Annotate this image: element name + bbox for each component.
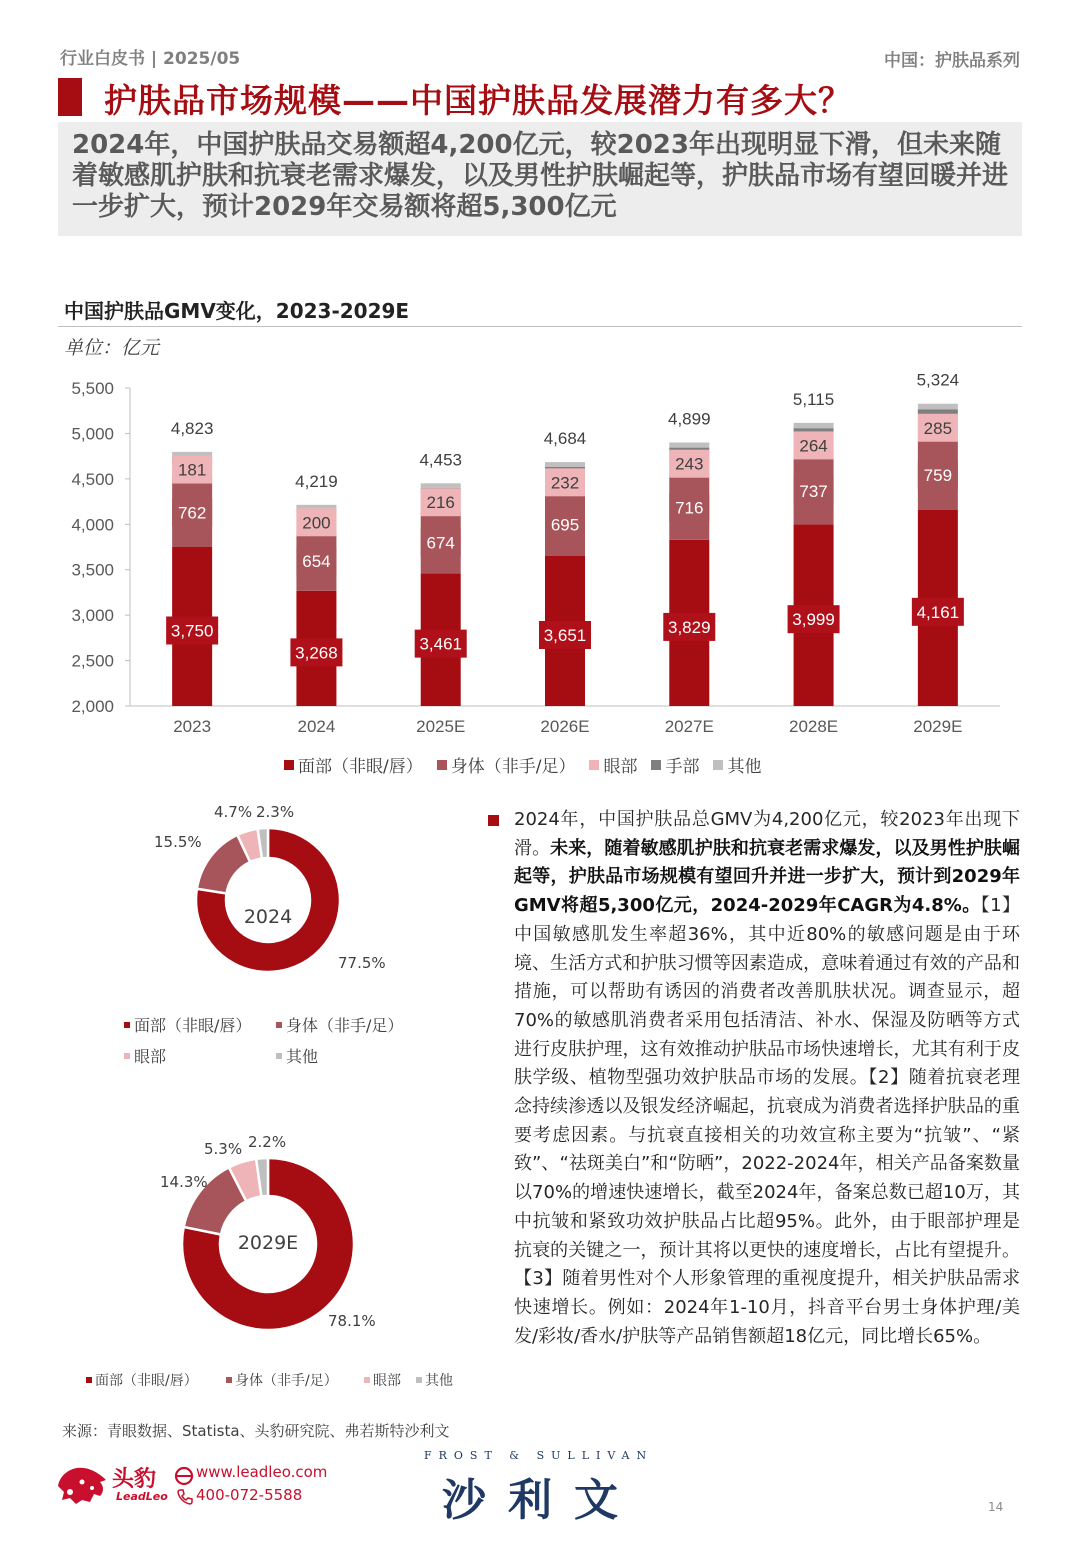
legend-label: 眼部 [603, 757, 638, 777]
bar-chart-legend [284, 752, 761, 777]
unit-label: 单位：亿元 [64, 337, 160, 359]
donut2-legend-body: 身体（非手/足） [226, 1370, 338, 1390]
x-tick-label: 2025E [416, 717, 466, 736]
legend-label: 其他 [727, 757, 762, 777]
x-tick-label: 2029E [913, 717, 963, 736]
legend-swatch [437, 760, 447, 770]
donut-2029e-pct-other: 2.2% [248, 1133, 287, 1151]
legend-item [713, 752, 761, 777]
donut-2029e-center-label: 2029E [237, 1232, 299, 1254]
y-tick-label: 3,500 [71, 560, 114, 580]
y-tick-label: 4,000 [71, 515, 114, 535]
data-label: 243 [675, 454, 704, 474]
data-label: 762 [177, 503, 207, 523]
x-tick-label: 2026E [540, 717, 590, 736]
total-label: 5,324 [916, 370, 960, 390]
data-label: 3,999 [792, 610, 835, 630]
title-accent-bar [58, 78, 82, 116]
legend-item [651, 752, 699, 777]
legend-label: 面部（非眼/唇） [298, 757, 423, 777]
data-label: 264 [799, 436, 828, 456]
total-label: 4,684 [543, 429, 587, 449]
y-tick-label: 5,000 [71, 424, 114, 444]
legend-swatch [284, 760, 294, 770]
data-label: 3,750 [170, 621, 214, 641]
bar-segment [545, 462, 585, 467]
analysis-paragraph: 2024年，中国护肤品总GMV为4,200亿元，较2023年出现下滑。未来，随着敏感肌护肤和抗衰老需求爆发，以及男性护肤崛起等，护肤品市场规模有望回升并进一步扩大，预计到2029年GMV将超5,300亿元，2024-2029年CAGR为4.8%。【1】中国敏感肌发生率超36%，其中近80%的敏感问题是由于环境、生活方式和护肤习惯等因素造成，意味着通过有效的产品和措施，可以帮助有诱因的消费者改善肌肤状况。调查显示，超70%的敏感肌消费者采用包括清洁、补水、保湿及防晒等方式进行皮肤护理，这有效推动护肤品市场快速增长，尤其有利于皮肤学级、植物型强功效护肤品市场的发展。【2】随着抗衰老理念持续渗透以及银发经济崛起，抗衰成为消费者选择护肤品的重要考虑因素。与抗衰直接相关的功效宣称主要为“抗皱”、“紧致”、“祛斑美白”和“防晒”，2022-2024年，相关产品备案数量以70%的增速快速增长，截至2024年，备案总数已超10万，其中抗皱和紧致功效护肤品占比超95%。此外，由于眼部护理是抗衰的关键之一，预计其将以更快的速度增长，占比有望提升。【3】随着男性对个人形象管理的重视度提升，相关护肤品需求快速增长。例如：2024年1-10月，抖音平台男士身体护理/美发/彩妆/香水/护肤等产品销售额超18亿元，同比增长65%。 [514, 809, 1021, 1347]
frost-sullivan-logo-en: FROST & SULLIVAN [424, 1449, 654, 1462]
donut2-legend-face: 面部（非眼/唇） [86, 1370, 198, 1390]
data-label: 716 [675, 498, 704, 518]
y-tick-label: 2,500 [71, 651, 114, 671]
data-label: 759 [923, 466, 953, 486]
total-label: 4,219 [295, 471, 338, 491]
data-label: 3,829 [668, 617, 711, 637]
donut-2024-pct-eye: 4.7% [214, 803, 253, 821]
bar-segment [918, 404, 958, 410]
leadleo-leopard-icon [54, 1460, 110, 1506]
y-tick-label: 5,500 [71, 379, 114, 398]
legend-item [437, 752, 576, 777]
header-right: 中国：护肤品系列 [884, 51, 1020, 71]
data-label: 181 [177, 460, 207, 480]
bar-segment [421, 483, 461, 488]
frost-sullivan-logo-cn: 沙利文 [442, 1475, 640, 1526]
data-label: 3,268 [295, 643, 338, 663]
donut-2024-pct-other: 2.3% [256, 803, 295, 821]
total-label: 4,899 [668, 409, 711, 429]
website-link[interactable]: www.leadleo.com [196, 1463, 328, 1481]
data-label: 200 [302, 513, 331, 533]
x-tick-label: 2027E [664, 717, 714, 736]
page-number: 14 [988, 1500, 1004, 1514]
legend-item [284, 752, 423, 777]
total-label: 4,823 [170, 418, 214, 438]
donut-2024 [188, 820, 348, 980]
chart-title-rule [58, 326, 1022, 327]
leadleo-logo-en: LeadLeo [116, 1490, 168, 1503]
data-label: 4,161 [916, 602, 960, 622]
legend-label: 手部 [665, 757, 700, 777]
donut-2024-pct-body: 15.5% [154, 833, 202, 851]
bar-segment [669, 443, 709, 448]
donut1-legend-body: 身体（非手/足） [276, 1013, 403, 1036]
y-tick-label: 3,000 [71, 606, 114, 626]
donut-2029e-pct-body: 14.3% [160, 1173, 208, 1191]
x-tick-label: 2023 [173, 717, 212, 736]
donut-2029e-pct-eye: 5.3% [204, 1140, 243, 1158]
data-label: 3,461 [419, 634, 462, 654]
header-left: 行业白皮书 | 2025/05 [60, 49, 241, 69]
y-tick-label: 4,500 [71, 469, 114, 489]
summary-box: 2024年，中国护肤品交易额超4,200亿元，较2023年出现明显下滑，但未来随着敏感肌护肤和抗衰老需求爆发，以及男性护肤崛起等，护肤品市场有望回暖并进一步扩大，预计2029年交易额将超5,300亿元 [58, 122, 1022, 236]
phone-number: 400-072-5588 [196, 1486, 303, 1504]
legend-swatch [713, 760, 723, 770]
paragraph-bullet [488, 815, 499, 826]
data-label: 695 [550, 515, 580, 535]
data-label: 654 [302, 552, 331, 572]
legend-label: 身体（非手/足） [450, 757, 576, 777]
total-label: 4,453 [419, 450, 462, 470]
donut2-legend-other: 其他 [416, 1370, 453, 1390]
data-label: 3,651 [543, 625, 587, 645]
gmv-stacked-bar-chart [0, 370, 1080, 750]
donut1-legend-eye: 眼部 [124, 1044, 166, 1067]
web-icon [174, 1466, 194, 1486]
donut-2029e-pct-face: 78.1% [328, 1312, 376, 1330]
data-label: 232 [550, 473, 580, 493]
donut2-legend-eye: 眼部 [364, 1370, 401, 1390]
data-label: 216 [426, 493, 455, 513]
donut-2024-center-label: 2024 [243, 906, 293, 928]
data-label: 674 [426, 533, 455, 553]
data-label: 737 [799, 481, 828, 501]
source-note: 来源：青眼数据、Statista、头豹研究院、弗若斯特沙利文 [62, 1422, 450, 1440]
total-label: 5,115 [792, 389, 835, 409]
data-label: 285 [923, 418, 953, 438]
donut1-legend-other: 其他 [276, 1044, 318, 1067]
page-title: 护肤品市场规模——中国护肤品发展潜力有多大？ [104, 81, 852, 120]
bar-segment [794, 423, 834, 428]
leadleo-logo-cn: 头豹 [112, 1467, 157, 1492]
donut1-legend-face: 面部（非眼/唇） [124, 1013, 251, 1036]
donut-2024-pct-face: 77.5% [338, 954, 386, 972]
legend-swatch [589, 760, 599, 770]
chart-title: 中国护肤品GMV变化，2023-2029E [64, 299, 410, 323]
legend-swatch [651, 760, 661, 770]
y-tick-label: 2,000 [71, 697, 114, 716]
x-tick-label: 2024 [297, 717, 336, 736]
x-tick-label: 2028E [788, 717, 839, 736]
phone-icon [176, 1488, 194, 1506]
legend-item [589, 752, 637, 777]
